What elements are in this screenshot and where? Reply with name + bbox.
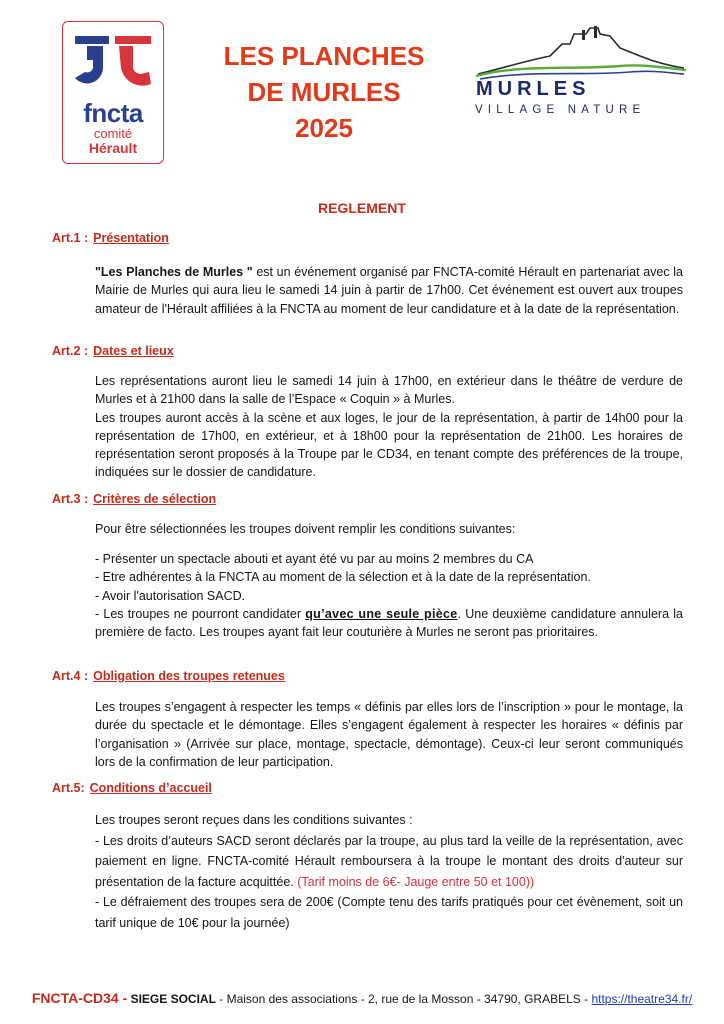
section-title: REGLEMENT [318, 200, 406, 216]
footer-siege-label: SIEGE SOCIAL [130, 992, 216, 1006]
murles-logo [470, 26, 692, 126]
footer-website-link[interactable]: https://theatre34.fr/ [591, 992, 693, 1006]
article-1-number: Art.1 : [52, 231, 89, 245]
title-line-1: LES PLANCHES [223, 41, 425, 71]
article-2-heading [52, 344, 174, 358]
fncta-logo [62, 21, 164, 164]
article-3-heading [52, 492, 216, 506]
page-title [205, 38, 443, 146]
single-play-emphasis: qu’avec une seule pièce [305, 606, 458, 621]
castle-hill-icon [470, 26, 692, 82]
article-4-body: Les troupes s’engagent à respecter les temps « définis par elles lors de l’inscription » pour le montage, la durée du spectacle et le démontage. Elles s’engagent également à respecter les horaires « définis par l’organisation » (Arrivée sur place, montage, spectacle, démontage). Ceux-ci leur seront communiqués lors de la confirmation de leur participation. [95, 700, 683, 769]
tariff-note: (Tarif moins de 6€- Jauge entre 50 et 100)) [297, 874, 535, 889]
article-5-title: Conditions d’accueil [89, 781, 212, 795]
article-3-title: Critères de sélection [93, 492, 217, 506]
article-4-heading [52, 669, 285, 683]
article-1-body [95, 263, 683, 318]
murles-logo-tagline: VILLAGE NATURE [475, 104, 646, 116]
fncta-logo-name: fncta [83, 98, 143, 128]
title-line-2: DE MURLES [247, 77, 401, 107]
article-3-number: Art.3 : [52, 492, 89, 506]
list-item: - Etre adhérentes à la FNCTA au moment de la sélection et à la date de la représentation. [95, 570, 591, 585]
article-2-number: Art.2 : [52, 344, 89, 358]
murles-logo-name: MURLES [476, 78, 591, 100]
article-5-number: Art.5: [52, 781, 85, 795]
list-item: - Avoir l'autorisation SACD. [95, 588, 246, 603]
title-line-3: 2025 [295, 113, 353, 143]
footer-org: FNCTA-CD34 - [31, 990, 128, 1006]
footer-address: - Maison des associations - 2, rue de la Mosson - 34790, GRABELS - [215, 992, 592, 1006]
article-2-paragraph-1: Les représentations auront lieu le samedi 14 juin à 17h00, en extérieur dans le théâtre de verdure de Murles et à 21h00 dans la salle de l’Espace « Coquin » à Murles. [95, 374, 683, 407]
article-3-intro: Pour être sélectionnées les troupes doivent remplir les conditions suivantes: [95, 522, 516, 536]
fncta-logo-comite: comité [93, 126, 133, 141]
page-footer [0, 990, 724, 1006]
article-1-text: est un événement organisé par FNCTA-comité Hérault en partenariat avec la Mairie de Murles qui aura lieu le samedi 14 juin à partir de 17h00. Cet événement est ouvert aux troupes amateur de l'Hérault affiliées à la FNCTA au moment de leur candidature et à la date de la représentation. [95, 265, 683, 316]
list-item-sacd: - Les droits d’auteurs SACD seront déclarés par la troupe, au plus tard la veille de la représentation, avec paiement en ligne. FNCTA-comité Hérault remboursera à la troupe le montant des droits d'auteur sur présentation de la facture acquittée. (Tarif moins de 6€- Jauge entre 50 et 100)) [95, 833, 683, 889]
article-5-heading [52, 781, 212, 795]
article-1-heading [52, 231, 169, 245]
article-4-title: Obligation des troupes retenues [93, 669, 285, 683]
article-3-criteria-list [95, 550, 683, 641]
fncta-emblem-icon [73, 32, 155, 96]
article-1-title: Présentation [93, 231, 169, 245]
list-item: - Présenter un spectacle abouti et ayant été vu par au moins 2 membres du CA [95, 552, 534, 566]
article-5-intro: Les troupes seront reçues dans les conditions suivantes : [95, 813, 413, 827]
article-4-number: Art.4 : [52, 669, 89, 683]
list-item-single-play: - Les troupes ne pourront candidater qu’avec une seule pièce. Une deuxième candidature annulera la première de facto. Les troupes ayant fait leur couturière à Murles ne seront pas prioritaires. [95, 606, 683, 640]
event-name: "Les Planches de Murles " [95, 265, 253, 279]
article-5-body [95, 810, 683, 933]
article-2-title: Dates et lieux [93, 344, 174, 358]
article-2-paragraph-2: Les troupes auront accès à la scène et aux loges, le jour de la représentation, à partir de 14h00 pour la représentation de 17h00, en extérieur, et à 18h00 pour la représentation de 21h00. Les horaires de représentation seront proposés à la Troupe par le CD34, en tenant compte des préférences de la troupe, indiquées sur le dossier de candidature. [95, 410, 683, 480]
list-item-defraiement: - Le défraiement des troupes sera de 200€ (Compte tenu des tarifs pratiqués pour cet évènement, soit un tarif unique de 10€ pour la journée) [95, 895, 683, 930]
article-2-body [95, 372, 683, 482]
fncta-logo-region: Hérault [88, 140, 138, 156]
